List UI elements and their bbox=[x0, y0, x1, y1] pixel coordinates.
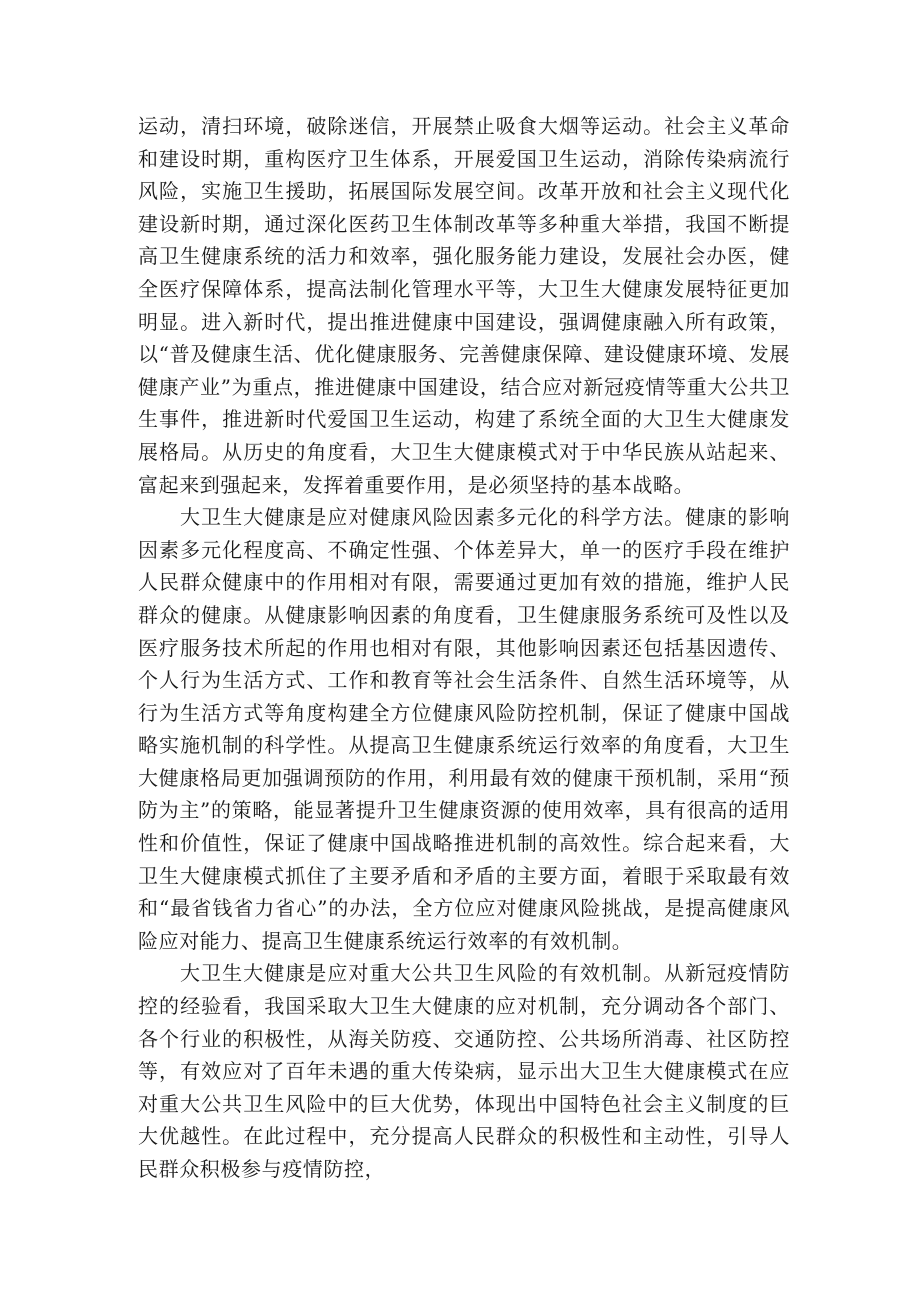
paragraph-1: 运动，清扫环境，破除迷信，开展禁止吸食大烟等运动。社会主义革命和建设时期，重构医疗卫生体系，开展爱国卫生运动，消除传染病流行风险，实施卫生援助，拓展国际发展空间。改革开放和社会主义现代化建设新时期，通过深化医药卫生体制改革等多种重大举措，我国不断提高卫生健康系统的活力和效率，强化服务能力建设，发展社会办医，健全医疗保障体系，提高法制化管理水平等，大卫生大健康发展特征更加明显。进入新时代，提出推进健康中国建设，强调健康融入所有政策，以“普及健康生活、优化健康服务、完善健康保障、建设健康环境、发展健康产业”为重点，推进健康中国建设，结合应对新冠疫情等重大公共卫生事件，推进新时代爱国卫生运动，构建了系统全面的大卫生大健康发展格局。从历史的角度看，大卫生大健康模式对于中华民族从站起来、富起来到强起来，发挥着重要作用，是必须坚持的基本战略。 bbox=[138, 114, 790, 497]
document-body bbox=[138, 110, 790, 1186]
paragraph-2: 大卫生大健康是应对健康风险因素多元化的科学方法。健康的影响因素多元化程度高、不确定性强、个体差异大，单一的医疗手段在维护人民群众健康中的作用相对有限，需要通过更加有效的措施，维护人民群众的健康。从健康影响因素的角度看，卫生健康服务系统可及性以及医疗服务技术所起的作用也相对有限，其他影响因素还包括基因遗传、个人行为生活方式、工作和教育等社会生活条件、自然生活环境等，从行为生活方式等角度构建全方位健康风险防控机制，保证了健康中国战略实施机制的科学性。从提高卫生健康系统运行效率的角度看，大卫生大健康格局更加强调预防的作用，利用最有效的健康干预机制，采用“预防为主”的策略，能显著提升卫生健康资源的使用效率，具有很高的适用性和价值性，保证了健康中国战略推进机制的高效性。综合起来看，大卫生大健康模式抓住了主要矛盾和矛盾的主要方面，着眼于采取最有效和“最省钱省力省心”的办法，全方位应对健康风险挑战，是提高健康风险应对能力、提高卫生健康系统运行效率的有效机制。 bbox=[138, 505, 790, 953]
paragraph-3: 大卫生大健康是应对重大公共卫生风险的有效机制。从新冠疫情防控的经验看，我国采取大卫生大健康的应对机制，充分调动各个部门、各个行业的积极性，从海关防疫、交通防控、公共场所消毒、社区防控等，有效应对了百年未遇的重大传染病，显示出大卫生大健康模式在应对重大公共卫生风险中的巨大优势，体现出中国特色社会主义制度的巨大优越性。在此过程中，充分提高人民群众的积极性和主动性，引导人民群众积极参与疫情防控， bbox=[138, 961, 790, 1181]
